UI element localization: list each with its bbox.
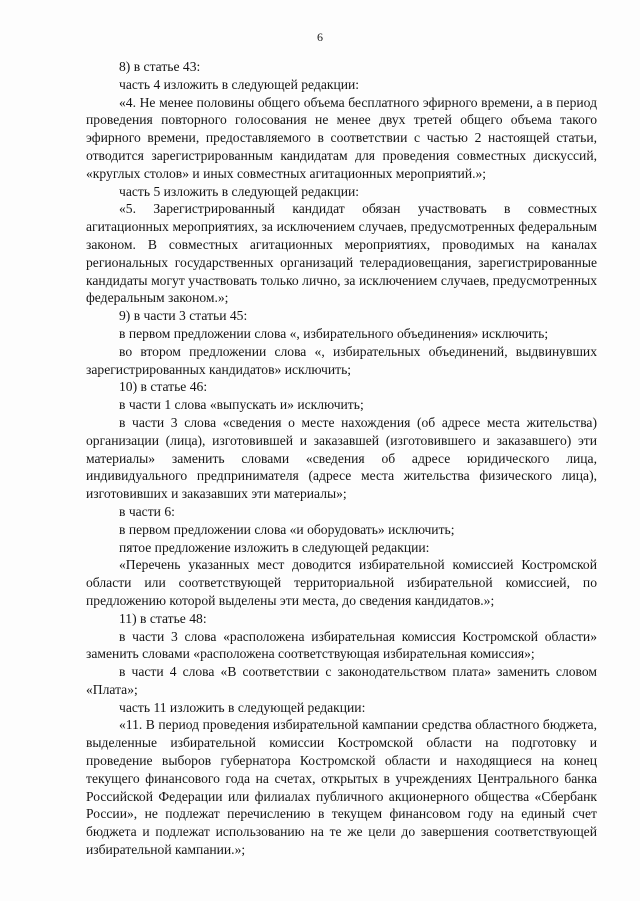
paragraph: «4. Не менее половины общего объема бесплатного эфирного времени, а в период проведения повторного голосования не менее двух третей общего объема такого эфирного времени, предоставляемого в соответствии с частью 2 настоящей статьи, отводится зарегистрированным кандидатам для проведения совместных дискуссий, «круглых столов» и иных совместных агитационных мероприятий.»; [86, 94, 597, 181]
paragraph: в первом предложении слова «и оборудовать» исключить; [119, 521, 455, 537]
paragraph: в части 6: [119, 503, 175, 519]
paragraph: 9) в части 3 статьи 45: [119, 308, 248, 324]
paragraph: в части 3 слова «расположена избирательная комиссия Костромской области» заменить словами «расположена соответствующая избирательная комиссия»; [86, 628, 597, 662]
paragraph: часть 4 изложить в следующей редакции: [119, 76, 360, 92]
paragraph: 8) в статье 43: [119, 59, 201, 74]
paragraph: «Перечень указанных мест доводится избирательной комиссией Костромской области или соответствующей территориальной избирательной комиссией, по предложению которой выделены эти места, до сведения кандидатов.»; [86, 557, 597, 608]
paragraph: часть 11 изложить в следующей редакции: [119, 699, 366, 715]
paragraph: часть 5 изложить в следующей редакции: [119, 183, 360, 199]
paragraph: «11. В период проведения избирательной кампании средства областного бюджета, выделенные избирательной комиссии Костромской области на подготовку и проведение выборов губернатора Костромской области и находящиеся на конец текущего финансового года на счетах, открытых в учреждениях Центрального банка Российской Федерации или филиалах публичного акционерного общества «Сбербанк России», не подлежат перечислению в текущем финансовом году на единый счет бюджета и подлежат использованию на те же цели до завершения соответствующей избирательной кампании.»; [86, 717, 597, 858]
paragraph: 10) в статье 46: [119, 379, 208, 395]
paragraph: «5. Зарегистрированный кандидат обязан участвовать в совместных агитационных мероприятиях, за исключением случаев, предусмотренных федеральным законом. В совместных агитационных мероприятиях, проводимых на каналах региональных государственных организаций телерадиовещания, зарегистрированные кандидаты могут участвовать только лично, за исключением случаев, предусмотренных федеральным законом.»; [86, 201, 597, 306]
page-number: 6 [317, 30, 323, 44]
paragraph: 11) в статье 48: [119, 610, 207, 626]
document-body [86, 58, 597, 859]
paragraph: пятое предложение изложить в следующей редакции: [119, 539, 430, 555]
paragraph: в части 1 слова «выпускать и» исключить; [119, 397, 364, 413]
paragraph: во втором предложении слова «, избирательных объединений, выдвинувших зарегистрированных кандидатов» исключить; [86, 343, 597, 377]
paragraph: в первом предложении слова «, избирательного объединения» исключить; [119, 325, 549, 341]
paragraph: в части 4 слова «В соответствии с законодательством плата» заменить словом «Плата»; [86, 664, 597, 697]
paragraph: в части 3 слова «сведения о месте нахождения (об адресе места жительства) организации (лица), изготовившей и заказавшей (изготовившего и заказавшего) эти материалы» заменить словами «сведения об адресе юридического лица, индивидуального предпринимателя (адресе места жительства физического лица), изготовивших и заказавших эти материалы»; [86, 414, 597, 502]
